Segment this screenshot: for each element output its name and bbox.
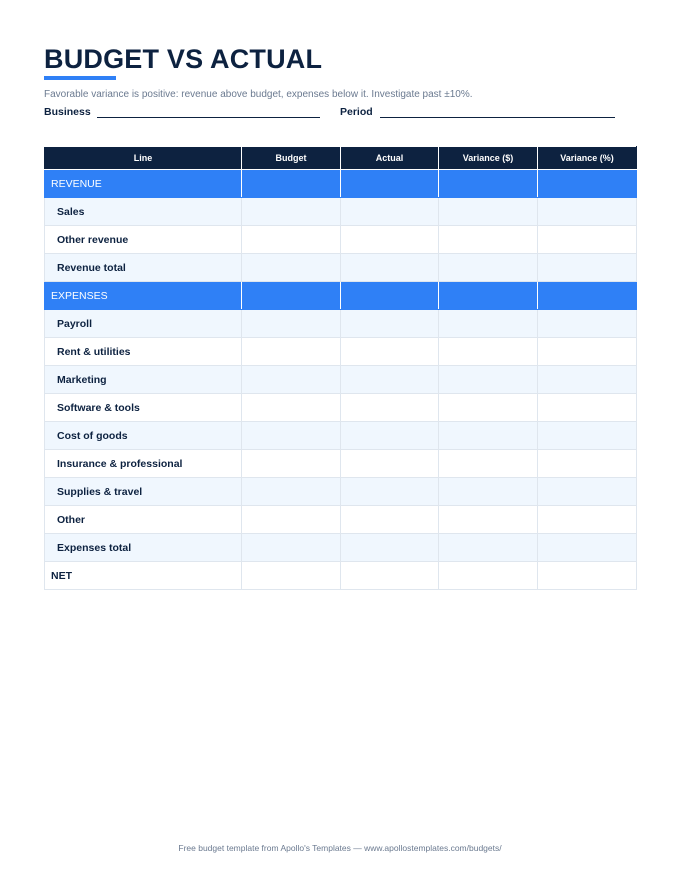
variance-percent-cell[interactable] [538, 450, 637, 478]
table-row [45, 534, 637, 562]
section-row [45, 170, 637, 198]
table-row [45, 198, 637, 226]
variance-dollar-cell[interactable] [439, 310, 538, 338]
table-row [45, 254, 637, 282]
row-label: Revenue total [45, 254, 242, 282]
row-label: Supplies & travel [45, 478, 242, 506]
row-label: Software & tools [45, 394, 242, 422]
variance-dollar-cell[interactable] [439, 366, 538, 394]
page-title: BUDGET VS ACTUAL [44, 44, 323, 74]
budget-cell[interactable] [242, 450, 341, 478]
actual-cell [341, 282, 439, 310]
variance-percent-cell[interactable] [538, 226, 637, 254]
row-label: Marketing [45, 366, 242, 394]
budget-cell[interactable] [242, 422, 341, 450]
budget-cell[interactable] [242, 534, 341, 562]
table-header-row [45, 147, 637, 170]
row-label: Expenses total [45, 534, 242, 562]
period-label: Period [340, 106, 373, 118]
actual-cell[interactable] [341, 198, 439, 226]
footer-credit: Free budget template from Apollo's Templates — www.apollostemplates.com/budgets/ [178, 843, 502, 853]
actual-cell[interactable] [341, 562, 439, 590]
net-row [45, 562, 637, 590]
business-field[interactable] [97, 117, 320, 118]
actual-cell[interactable] [341, 338, 439, 366]
actual-cell[interactable] [341, 366, 439, 394]
column-header-budget: Budget [242, 147, 341, 170]
variance-dollar-cell[interactable] [439, 450, 538, 478]
budget-cell [242, 170, 341, 198]
row-label: EXPENSES [45, 282, 242, 310]
budget-cell[interactable] [242, 366, 341, 394]
variance-dollar-cell [439, 282, 538, 310]
period-field[interactable] [380, 117, 615, 118]
variance-dollar-cell[interactable] [439, 422, 538, 450]
budget-cell[interactable] [242, 254, 341, 282]
variance-percent-cell [538, 282, 637, 310]
table-row [45, 338, 637, 366]
variance-dollar-cell[interactable] [439, 478, 538, 506]
budget-cell[interactable] [242, 338, 341, 366]
budget-cell [242, 282, 341, 310]
variance-percent-cell[interactable] [538, 198, 637, 226]
page-subtitle: Favorable variance is positive: revenue above budget, expenses below it. Investigate past ±10%. [44, 89, 473, 100]
variance-percent-cell[interactable] [538, 366, 637, 394]
actual-cell[interactable] [341, 226, 439, 254]
variance-dollar-cell[interactable] [439, 254, 538, 282]
variance-percent-cell[interactable] [538, 254, 637, 282]
column-header-actual: Actual [341, 147, 439, 170]
actual-cell [341, 170, 439, 198]
variance-dollar-cell[interactable] [439, 198, 538, 226]
column-header-line: Line [45, 147, 242, 170]
row-label: Payroll [45, 310, 242, 338]
variance-dollar-cell[interactable] [439, 562, 538, 590]
variance-dollar-cell[interactable] [439, 534, 538, 562]
variance-percent-cell[interactable] [538, 534, 637, 562]
column-header-variance-dollar: Variance ($) [439, 147, 538, 170]
budget-cell[interactable] [242, 562, 341, 590]
variance-percent-cell[interactable] [538, 478, 637, 506]
table-row [45, 394, 637, 422]
row-label: Sales [45, 198, 242, 226]
table-row [45, 422, 637, 450]
section-row [45, 282, 637, 310]
table-row [45, 310, 637, 338]
table-body [45, 170, 637, 590]
row-label: REVENUE [45, 170, 242, 198]
row-label: Other revenue [45, 226, 242, 254]
variance-percent-cell[interactable] [538, 394, 637, 422]
variance-percent-cell[interactable] [538, 422, 637, 450]
variance-dollar-cell [439, 170, 538, 198]
actual-cell[interactable] [341, 310, 439, 338]
actual-cell[interactable] [341, 450, 439, 478]
variance-percent-cell[interactable] [538, 338, 637, 366]
variance-percent-cell [538, 170, 637, 198]
row-label: Rent & utilities [45, 338, 242, 366]
table-row [45, 478, 637, 506]
row-label: NET [45, 562, 242, 590]
column-header-variance-percent: Variance (%) [538, 147, 637, 170]
budget-cell[interactable] [242, 310, 341, 338]
actual-cell[interactable] [341, 422, 439, 450]
table-row [45, 226, 637, 254]
budget-cell[interactable] [242, 478, 341, 506]
table-row [45, 450, 637, 478]
actual-cell[interactable] [341, 254, 439, 282]
table-row [45, 366, 637, 394]
actual-cell[interactable] [341, 506, 439, 534]
variance-percent-cell[interactable] [538, 506, 637, 534]
actual-cell[interactable] [341, 478, 439, 506]
variance-dollar-cell[interactable] [439, 506, 538, 534]
budget-cell[interactable] [242, 506, 341, 534]
budget-table [44, 146, 637, 590]
actual-cell[interactable] [341, 394, 439, 422]
variance-dollar-cell[interactable] [439, 226, 538, 254]
title-underline-bar [44, 76, 116, 80]
row-label: Insurance & professional [45, 450, 242, 478]
actual-cell[interactable] [341, 534, 439, 562]
budget-cell[interactable] [242, 226, 341, 254]
budget-cell[interactable] [242, 394, 341, 422]
variance-dollar-cell[interactable] [439, 338, 538, 366]
row-label: Cost of goods [45, 422, 242, 450]
business-label: Business [44, 106, 91, 118]
row-label: Other [45, 506, 242, 534]
table-row [45, 506, 637, 534]
budget-cell[interactable] [242, 198, 341, 226]
variance-dollar-cell[interactable] [439, 394, 538, 422]
variance-percent-cell[interactable] [538, 310, 637, 338]
variance-percent-cell[interactable] [538, 562, 637, 590]
